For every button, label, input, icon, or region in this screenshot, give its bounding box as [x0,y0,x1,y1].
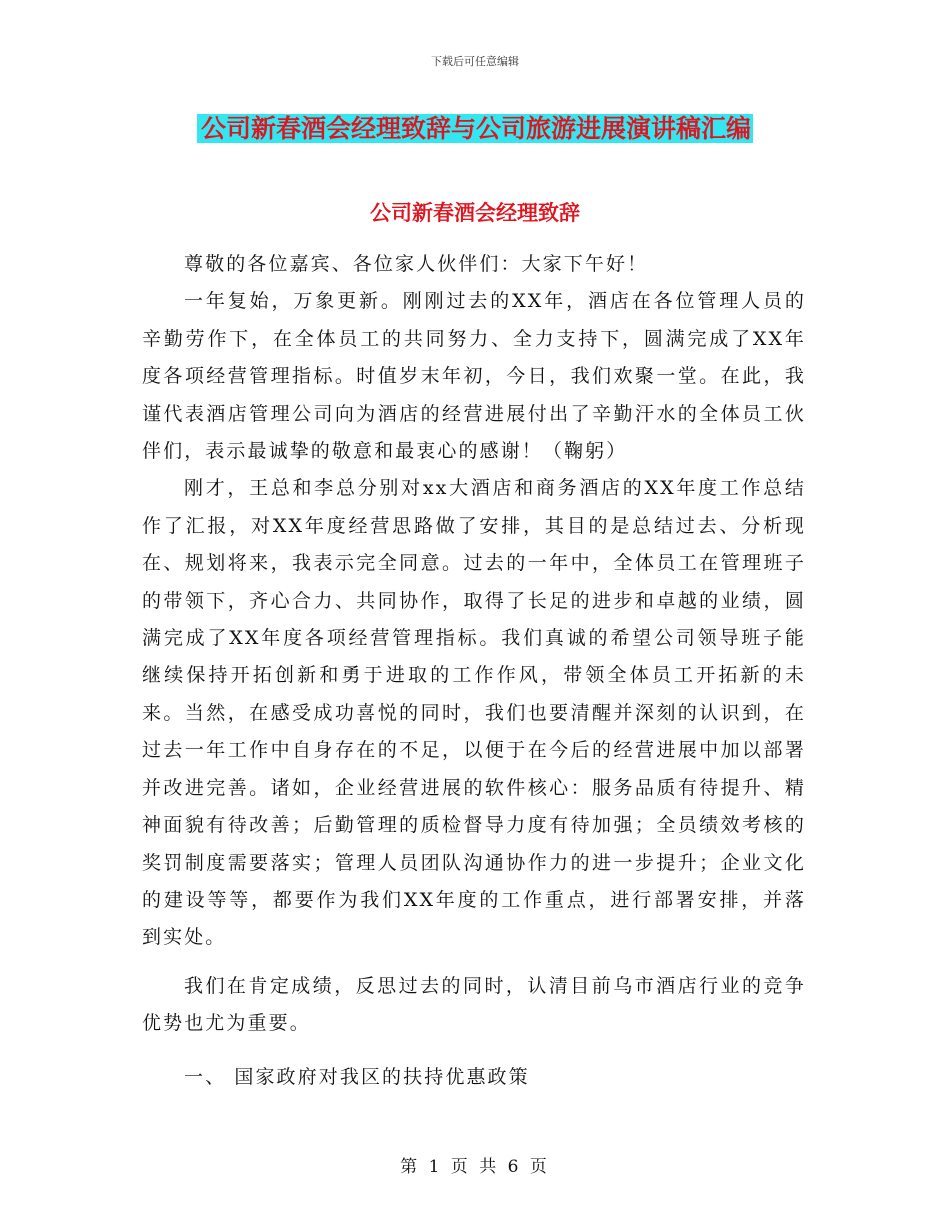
paragraph-opening: 一年复始，万象更新。刚刚过去的XX年，酒店在各位管理人员的辛勤劳作下，在全体员工的共同努力、全力支持下，圆满完成了XX年度各项经营管理指标。时值岁末年初，今日，我们欢聚一堂。在此，我谨代表酒店管理公司向为酒店的经营进展付出了辛勤汗水的全体员工伙伴们，表示最诚挚的敬意和最衷心的感谢！（鞠躬） [142,290,806,463]
paragraph-competition: 我们在肯定成绩，反思过去的同时，认清目前乌市酒店行业的竞争优势也尤为重要。 [142,974,806,1035]
header-note: 下载后可任意编辑 [431,55,519,68]
page-indicator: 第 1 页 共 6 页 [400,1157,550,1177]
paragraph-summary: 刚才，王总和李总分别对xx大酒店和商务酒店的XX年度工作总结作了汇报，对XX年度经营思路做了安排，其目的是总结过去、分析现在、规划将来，我表示完全同意。过去的一年中，全体员工在管理班子的带领下，齐心合力、共同协作，取得了长足的进步和卓越的业绩，圆满完成了XX年度各项经营管理指标。我们真诚的希望公司领导班子能继续保持开拓创新和勇于进取的工作作风，带领全体员工开拓新的未来。当然，在感受成功喜悦的同时，我们也要清醒并深刻的认识到，在过去一年工作中自身存在的不足，以便于在今后的经营进展中加以部署并改进完善。诸如，企业经营进展的软件核心：服务品质有待提升、精神面貌有待改善；后勤管理的质检督导力度有待加强；全员绩效考核的奖罚制度需要落实；管理人员团队沟通协作力的进一步提升；企业文化的建设等等，都要作为我们XX年度的工作重点，进行部署安排，并落到实处。 [142,477,806,949]
document-title [0,112,950,146]
section-title: 公司新春酒会经理致辞 [370,200,580,225]
paragraph-greeting: 尊敬的各位嘉宾、各位家人伙伴们：大家下午好！ [184,253,649,275]
paragraph-heading-policy: 一、 国家政府对我区的扶持优惠政策 [184,1065,530,1088]
body-text [142,246,806,1096]
document-title-text: 公司新春酒会经理致辞与公司旅游进展演讲稿汇编 [197,114,753,143]
